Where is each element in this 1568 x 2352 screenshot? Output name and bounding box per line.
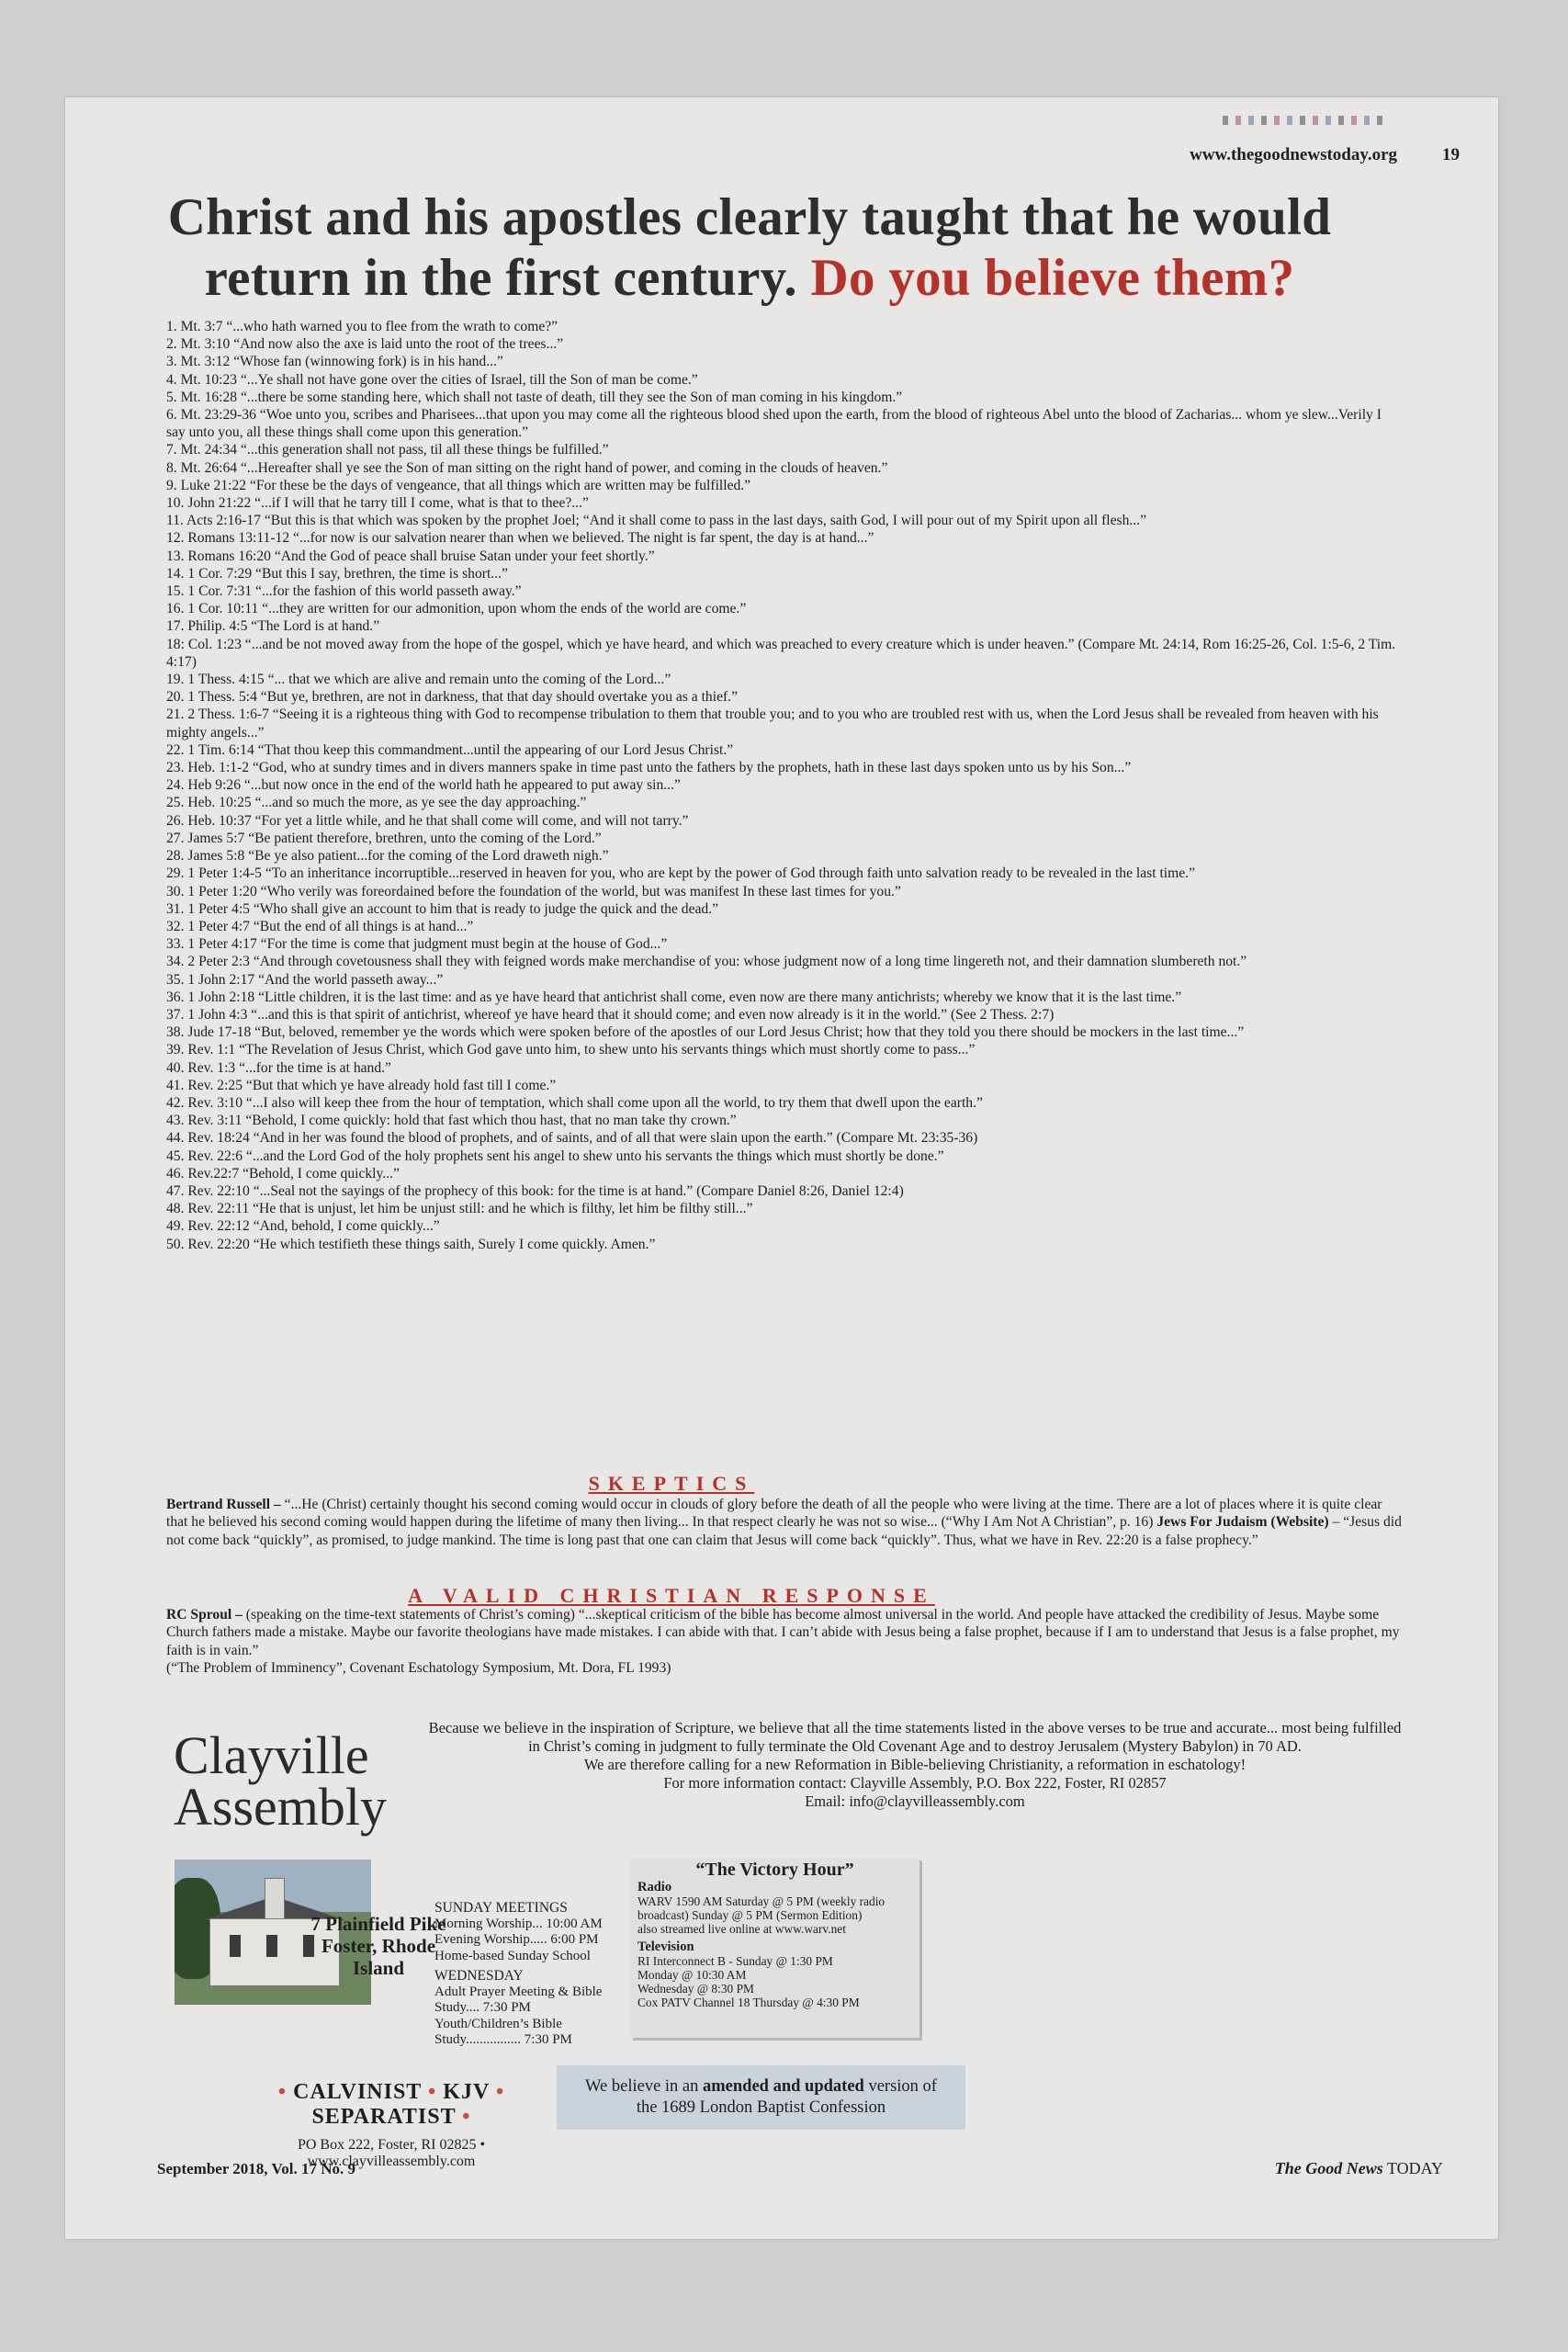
wednesday-prayer-meeting: Adult Prayer Meeting & Bible Study.... 7:30 PM [434, 1984, 603, 2015]
logo-line-1: Clayville [174, 1725, 369, 1785]
victory-hour-box [630, 1858, 919, 2038]
verse-item: 11. Acts 2:16-17 “But this is that which was spoken by the prophet Joel; “And it shall come to pass in the last days, saith God, I will pour out of my Spirit upon all flesh...” [166, 513, 1147, 529]
sunday-morning-worship: Morning Worship... 10:00 AM [434, 1916, 603, 1931]
verse-item: 26. Heb. 10:37 “For yet a little while, and he that shall come will come, and will not tarry.” [166, 812, 689, 829]
confession-box [557, 2065, 965, 2130]
footer-contact: PO Box 222, Foster, RI 02825 • www.clayvilleassembly.com [297, 2137, 486, 2169]
verse-item: 16. 1 Cor. 10:11 “...they are written for our admonition, upon whom the ends of the world are come.” [166, 601, 747, 617]
newspaper-page [65, 97, 1498, 2239]
verse-item: 5. Mt. 16:28 “...there be some standing here, which shall not taste of death, till they see the Son of man coming in his kingdom.” [166, 389, 903, 405]
verse-item: 17. Philip. 4:5 “The Lord is at hand.” [166, 618, 380, 635]
address-city: Foster, Rhode Island [321, 1935, 436, 1979]
skeptics-text-2: – “Jesus did not come back “quickly”, as promised, to judge mankind. The time is long past that one can claim that Jesus will come back “quickly”. Thus, what we have in Rev. 22:20 is a false prophecy.” [166, 1514, 1402, 1548]
verse-item: 27. James 5:7 “Be patient therefore, brethren, unto the coming of the Lord.” [166, 830, 602, 846]
masthead [1275, 2159, 1443, 2178]
tv-schedule-1: RI Interconnect B - Sunday @ 1:30 PM [637, 1954, 833, 1968]
tv-heading: Television [637, 1939, 694, 1954]
response-text: (speaking on the time-text statements of Christ’s coming) “...skeptical criticism of the bible has become almost universal in the world. And people have attacked the credibility of Jesus. Maybe some Church fathers made a mistake. Maybe our favorite theologians have made mistakes. I can abide with that. I can’t abide with Jesus being a false prophet, because if I am to understand that Jesus is a false prophet, my faith is in vain.” [166, 1607, 1400, 1658]
radio-schedule: WARV 1590 AM Saturday @ 5 PM (weekly radio broadcast) Sunday @ 5 PM (Sermon Edition) [637, 1894, 886, 1922]
verse-item: 1. Mt. 3:7 “...who hath warned you to flee from the wrath to come?” [166, 319, 558, 334]
verse-item: 13. Romans 16:20 “And the God of peace shall bruise Satan under your feet shortly.” [166, 548, 655, 564]
sunday-evening-worship: Evening Worship..... 6:00 PM [434, 1932, 599, 1947]
verse-item: 33. 1 Peter 4:17 “For the time is come that judgment must begin at the house of God...” [166, 936, 668, 953]
verse-item: 40. Rev. 1:3 “...for the time is at hand.” [166, 1059, 391, 1076]
printer-registration-marks [1223, 116, 1388, 125]
verse-item: 18: Col. 1:23 “...and be not moved away from the hope of the gospel, which ye have heard, and which was preached to every creature which is under heaven.” (Compare Mt. 24:14, Rom 16:25-26, Col. 1:5-6, 2 Tim. 4:17) [166, 636, 1396, 670]
skeptics-text: “...He (Christ) certainly thought his second coming would occur in clouds of glory before the death of all the people who were living at the time. There are a lot of places where it is quite clear that he believed his second coming would happen during the lifetime of many then living... In that respect clearly he was not so wise... (“Why I Am Not A Christian”, p. 16) [166, 1497, 1382, 1531]
headline-line-1: Christ and his apostles clearly taught that he would [167, 188, 1332, 246]
verse-item: 50. Rev. 22:20 “He which testifieth these things saith, Surely I come quickly. Amen.” [166, 1236, 656, 1252]
verse-item: 46. Rev.22:7 “Behold, I come quickly...” [166, 1165, 400, 1182]
verse-item: 36. 1 John 2:18 “Little children, it is the last time: and as ye have heard that antichrist shall come, even now are there many antichrists; whereby we know that it is the last time.” [166, 989, 1182, 1005]
blurb-reformation: We are therefore calling for a new Reformation in Bible-believing Christianity, a reformation in eschatology! [583, 1756, 1247, 1773]
verse-item: 2. Mt. 3:10 “And now also the axe is laid unto the root of the trees...” [166, 336, 564, 353]
radio-stream: also streamed live online at www.warv.net [637, 1922, 846, 1936]
clayville-blurb [428, 1719, 1402, 1811]
skeptics-heading: SKEPTICS [588, 1472, 755, 1495]
tagline-calvinist: CALVINIST [293, 2080, 422, 2104]
verse-item: 37. 1 John 4:3 “...and this is that spirit of antichrist, whereof ye have heard that it should come; and even now already is it in the world.” (See 2 Thess. 2:7) [166, 1006, 1055, 1023]
masthead-gothic: The Good News [1274, 2159, 1383, 2177]
blurb-email: Email: info@clayvilleassembly.com [805, 1792, 1025, 1810]
response-paragraph [166, 1606, 1402, 1678]
header-url: www.thegoodnewstoday.org [1190, 145, 1397, 164]
verse-item: 28. James 5:8 “Be ye also patient...for the coming of the Lord draweth nigh.” [166, 848, 609, 865]
masthead-today: TODAY [1382, 2159, 1443, 2177]
verse-item: 9. Luke 21:22 “For these be the days of vengeance, that all things which are written may be fulfilled.” [166, 477, 751, 493]
response-name: RC Sproul – [166, 1607, 243, 1623]
verse-item: 25. Heb. 10:25 “...and so much the more, as ye see the day approaching.” [166, 795, 587, 811]
sunday-meetings-title: SUNDAY MEETINGS [434, 1900, 568, 1916]
headline-line-2 [139, 248, 1360, 309]
wednesday-youth-study: Youth/Children’s Bible Study................ 7:30 PM [434, 2016, 572, 2047]
confession-d: the 1689 London Baptist Confession [636, 2098, 886, 2117]
verse-item: 42. Rev. 3:10 “...I also will keep thee from the hour of temptation, which shall come upon all the world, to try them that dwell upon the earth.” [166, 1094, 983, 1111]
tagline-words: • CALVINIST • KJV • SEPARATIST • [277, 2080, 505, 2129]
tv-schedule-4: Cox PATV Channel 18 Thursday @ 4:30 PM [637, 1996, 860, 2009]
verse-item: 29. 1 Peter 1:4-5 “To an inheritance incorruptible...reserved in heaven for you, who are kept by the power of God through faith unto salvation ready to be revealed in the last time.” [166, 865, 1195, 882]
verse-item: 49. Rev. 22:12 “And, behold, I come quickly...” [166, 1218, 440, 1235]
blurb-contact: For more information contact: Clayville Assembly, P.O. Box 222, Foster, RI 02857 [663, 1774, 1167, 1792]
verse-item: 39. Rev. 1:1 “The Revelation of Jesus Christ, which God gave unto him, to shew unto his servants things which must shortly come to pass...” [166, 1042, 976, 1058]
headline [139, 187, 1360, 309]
verse-item: 22. 1 Tim. 6:14 “That thou keep this commandment...until the appearing of our Lord Jesus Christ.” [166, 741, 734, 758]
headline-line-2-red: Do you believe them? [810, 249, 1295, 307]
radio-heading: Radio [637, 1880, 672, 1894]
verse-list [166, 318, 1402, 1253]
tv-schedule-3: Wednesday @ 8:30 PM [637, 1982, 754, 1996]
page-number: 19 [1442, 145, 1460, 164]
verse-item: 23. Heb. 1:1-2 “God, who at sundry times and in divers manners spake in time past unto the fathers by the prophets, hath in these last days spoken unto us by his Son...” [166, 760, 1132, 776]
verse-item: 7. Mt. 24:34 “...this generation shall not pass, til all these things be fulfilled.” [166, 442, 609, 458]
verse-item: 45. Rev. 22:6 “...and the Lord God of the holy prophets sent his angel to shew unto his servants the things which must shortly be done.” [166, 1148, 944, 1164]
verse-item: 47. Rev. 22:10 “...Seal not the sayings of the prophecy of this book: for the time is at hand.” (Compare Daniel 8:26, Daniel 12:4) [166, 1182, 904, 1199]
skeptics-paragraph [166, 1496, 1402, 1549]
verse-item: 48. Rev. 22:11 “He that is unjust, let him be unjust still: and he which is filthy, let him be filthy still...” [166, 1201, 753, 1217]
response-citation: (“The Problem of Imminency”, Covenant Eschatology Symposium, Mt. Dora, FL 1993) [166, 1660, 671, 1677]
verse-item: 44. Rev. 18:24 “And in her was found the blood of prophets, and of saints, and of all that were slain upon the earth.” (Compare Mt. 23:35-36) [166, 1130, 978, 1147]
verse-item: 6. Mt. 23:29-36 “Woe unto you, scribes and Pharisees...that upon you may come all the righteous blood shed upon the earth, from the blood of righteous Abel unto the blood of Zacharias... whom ye slew...Verily I say unto you, all these things shall come upon this generation.” [166, 407, 1382, 441]
verse-item: 31. 1 Peter 4:5 “Who shall give an account to him that is ready to judge the quick and the dead.” [166, 900, 719, 917]
tv-schedule-2: Monday @ 10:30 AM [637, 1968, 747, 1982]
verse-item: 30. 1 Peter 1:20 “Who verily was foreordained before the foundation of the world, but was manifest In these last times for you.” [166, 883, 901, 899]
address-street: 7 Plainfield Pike [310, 1913, 446, 1935]
logo-line-2: Assembly [174, 1777, 387, 1837]
blurb-belief: Because we believe in the inspiration of Scripture, we believe that all the time statements listed in the above verses to be true and accurate... most being fulfilled in Christ’s coming in judgment to fully terminate the Old Covenant Age and to destroy Jerusalem (Mystery Babylon) in 70 AD. [428, 1719, 1402, 1755]
verse-item: 10. John 21:22 “...if I will that he tarry till I come, what is that to thee?...” [166, 495, 589, 512]
verse-item: 3. Mt. 3:12 “Whose fan (winnowing fork) is in his hand...” [166, 354, 503, 370]
wednesday-title: WEDNESDAY [434, 1968, 524, 1984]
verse-item: 34. 2 Peter 2:3 “And through covetousness shall they with feigned words make merchandise of you: whose judgment now of a long time lingereth not, and their damnation slumbereth not.” [166, 954, 1247, 970]
verse-item: 24. Heb 9:26 “...but now once in the end of the world hath he appeared to put away sin...” [166, 777, 681, 794]
tagline-separatist: SEPARATIST [311, 2105, 457, 2129]
confession-c: version of [863, 2077, 937, 2096]
verse-item: 21. 2 Thess. 1:6-7 “Seeing it is a righteous thing with God to recompense tribulation to them that trouble you; and to you who are troubled rest with us, when the Lord Jesus shall be revealed from heaven with his mighty angels...” [166, 707, 1379, 741]
verse-item: 43. Rev. 3:11 “Behold, I come quickly: hold that fast which thou hast, that no man take thy crown.” [166, 1113, 737, 1129]
footer-tagline [240, 2080, 543, 2170]
verse-item: 19. 1 Thess. 4:15 “... that we which are alive and remain unto the coming of the Lord...” [166, 672, 671, 688]
verse-item: 12. Romans 13:11-12 “...for now is our salvation nearer than when we believed. The night is far spent, the day is at hand...” [166, 530, 874, 547]
verse-item: 4. Mt. 10:23 “...Ye shall not have gone over the cities of Israel, till the Son of man be come.” [166, 371, 698, 388]
issue-date: September 2018, Vol. 17 No. 9 [157, 2160, 355, 2177]
skeptics-source: Jews For Judaism (Website) [1153, 1514, 1329, 1531]
verse-item: 8. Mt. 26:64 “...Hereafter shall ye see the Son of man sitting on the right hand of power, and coming in the clouds of heaven.” [166, 459, 888, 476]
tagline-kjv: KJV [443, 2080, 490, 2104]
confession-bold: amended and updated [703, 2077, 864, 2096]
verse-item: 14. 1 Cor. 7:29 “But this I say, brethren, the time is short...” [166, 565, 508, 582]
headline-line-2-black: return in the first century. [204, 249, 797, 307]
meeting-times [434, 1900, 637, 2049]
verse-item: 20. 1 Thess. 5:4 “But ye, brethren, are not in darkness, that that day should overtake you as a thief.” [166, 689, 738, 706]
victory-hour-title: “The Victory Hour” [695, 1860, 854, 1880]
confession-a: We believe in an [585, 2077, 704, 2096]
verse-item: 41. Rev. 2:25 “But that which ye have already hold fast till I come.” [166, 1077, 557, 1093]
clayville-logo [174, 1725, 387, 1837]
verse-item: 35. 1 John 2:17 “And the world passeth away...” [166, 971, 444, 988]
verse-item: 38. Jude 17-18 “But, beloved, remember ye the words which were spoken before of the apostles of our Lord Jesus Christ; how that they told you there should be mockers in the last time...” [166, 1024, 1245, 1041]
response-heading: A VALID CHRISTIAN RESPONSE [408, 1584, 935, 1607]
verse-item: 15. 1 Cor. 7:31 “...for the fashion of this world passeth away.” [166, 583, 522, 600]
verse-item: 32. 1 Peter 4:7 “But the end of all things is at hand...” [166, 918, 474, 934]
skeptics-name: Bertrand Russell – [166, 1497, 281, 1512]
sunday-school: Home-based Sunday School [434, 1948, 591, 1963]
church-address [310, 1913, 447, 1979]
